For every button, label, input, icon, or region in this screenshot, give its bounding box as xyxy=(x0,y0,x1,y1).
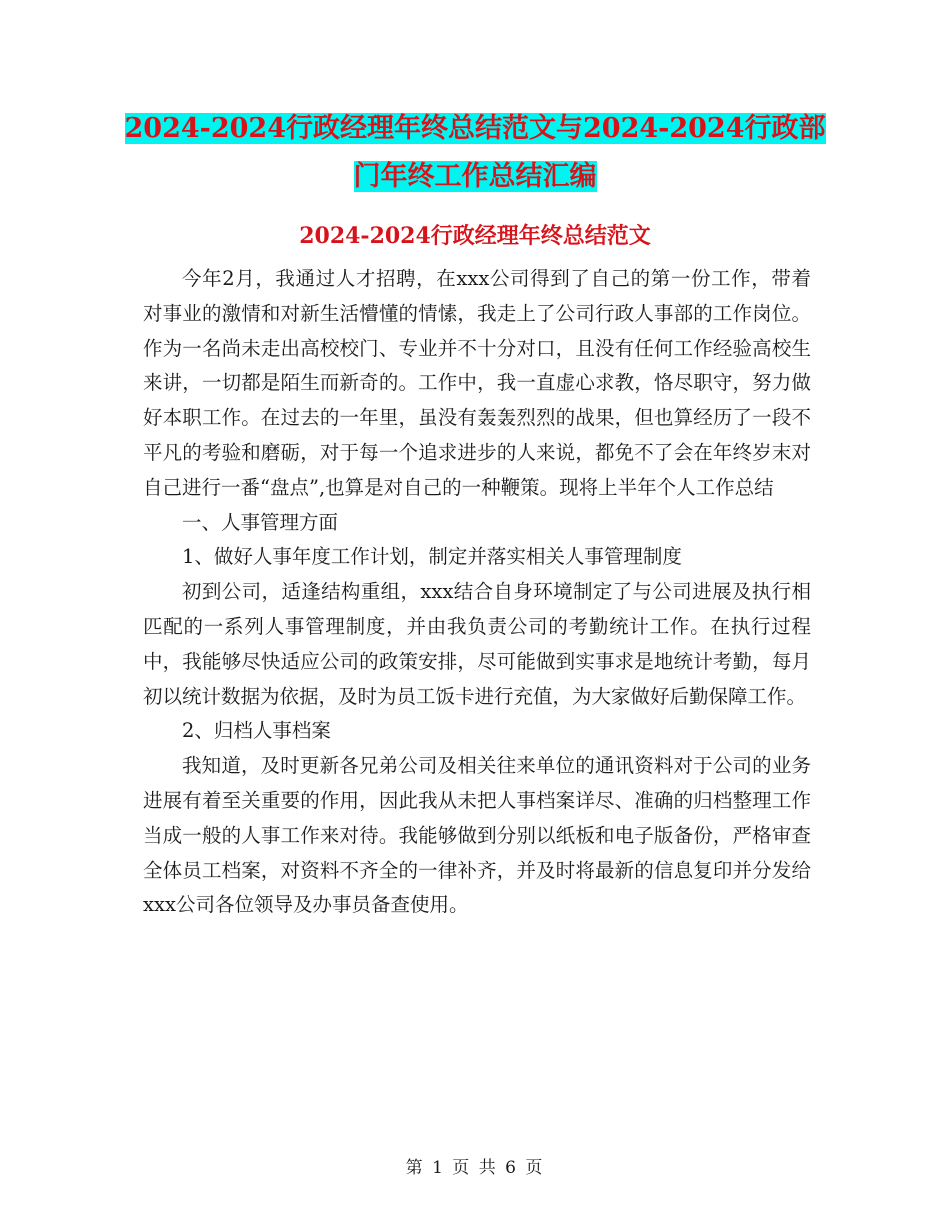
heading-annual-plan: 1、做好人事年度工作计划，制定并落实相关人事管理制度 xyxy=(182,545,682,569)
heading-personnel-management: 一、人事管理方面 xyxy=(182,510,339,534)
page-footer: 第 1 页 共 6 页 xyxy=(405,1158,545,1178)
section-title: 2024-2024行政经理年终总结范文 xyxy=(299,223,651,249)
document-title-line-1: 2024-2024行政经理年终总结范文与2024-2024行政部 xyxy=(124,113,826,144)
heading-archives: 2、归档人事档案 xyxy=(182,719,331,743)
paragraph-intro: 今年2月，我通过人才招聘，在xxx公司得到了自己的第一份工作，带着对事业的激情和对新生活懵懂的情愫，我走上了公司行政人事部的工作岗位。作为一名尚未走出高校校门、专业并不十分对口，且没有任何工作经验高校生来讲，一切都是陌生而新奇的。工作中，我一直虚心求教，恪尽职守，努力做好本职工作。在过去的一年里，虽没有轰轰烈烈的战果，但也算经历了一段不平凡的考验和磨砺，对于每一个追求进步的人来说，都免不了会在年终岁末对自己进行一番“盘点”,也算是对自己的一种鞭策。现将上半年个人工作总结 xyxy=(143,267,811,499)
document-title xyxy=(0,105,950,201)
document-title-line-2: 门年终工作总结汇编 xyxy=(353,161,597,192)
document-body xyxy=(143,262,811,923)
paragraph-archives: 我知道，及时更新各兄弟公司及相关往来单位的通讯资料对于公司的业务进展有着至关重要的作用，因此我从未把人事档案详尽、准确的归档整理工作当成一般的人事工作来对待。我能够做到分别以纸板和电子版备份，严格审查全体员工档案，对资料不齐全的一律补齐，并及时将最新的信息复印并分发给xxx公司各位领导及办事员备查使用。 xyxy=(143,754,811,917)
paragraph-attendance: 初到公司，适逢结构重组，xxx结合自身环境制定了与公司进展及执行相匹配的一系列人事管理制度，并由我负责公司的考勤统计工作。在执行过程中，我能够尽快适应公司的政策安排，尽可能做到实事求是地统计考勤，每月初以统计数据为依据，及时为员工饭卡进行充值，为大家做好后勤保障工作。 xyxy=(143,580,811,708)
